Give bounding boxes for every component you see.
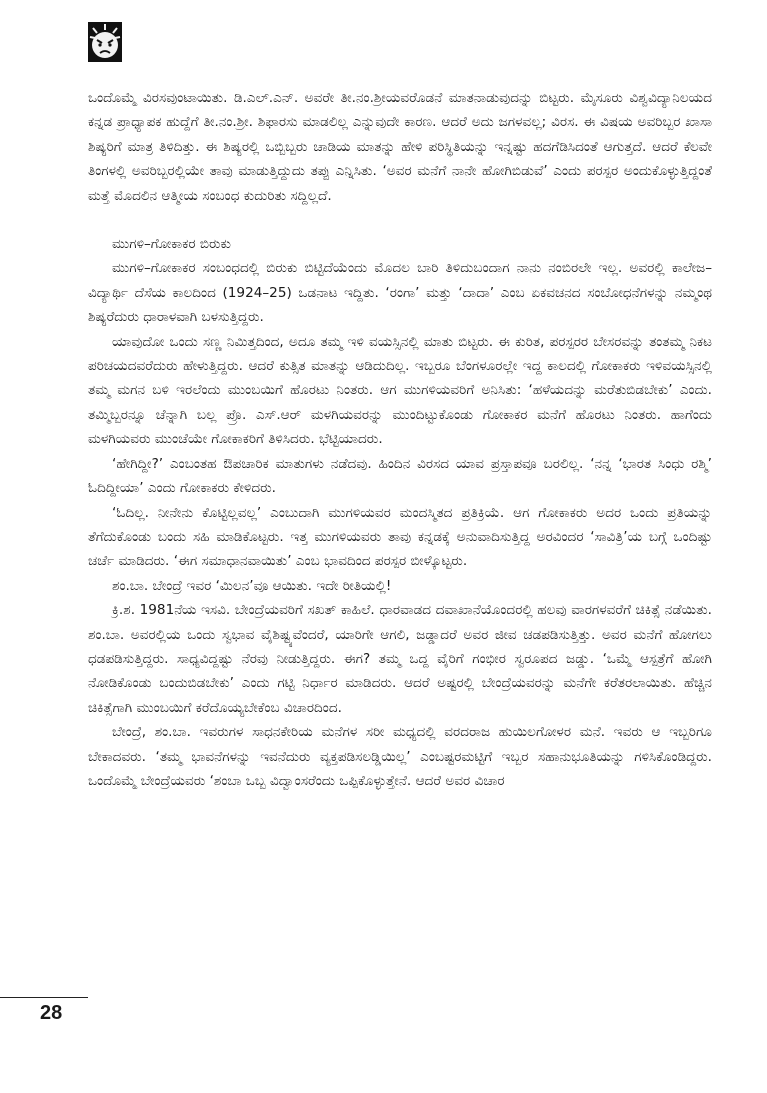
- paragraph: ಶಂ.ಬಾ. ಬೇಂದ್ರೆ ಇವರ ‘ಮಿಲನ’ವೂ ಆಯಿತು. ಇದೇ ರೀತಿಯಲ್ಲಿ!: [112, 577, 392, 594]
- paragraph: ಒಂದೊಮ್ಮೆ ವಿರಸವುಂಟಾಯಿತು. ಡಿ.ಎಲ್.ಎನ್. ಅವರೇ ತೀ.ನಂ.ಶ್ರೀಯವರೊಡನೆ ಮಾತನಾಡುವುದನ್ನು ಬಿಟ್ಟರು. ಮೈಸೂರು ವಿಶ್ವವಿದ್ಯಾನಿಲಯದ ಕನ್ನಡ ಪ್ರಾಧ್ಯಾಪಕ ಹುದ್ದೆಗೆ ತೀ.ನಂ.ಶ್ರೀ. ಶಿಫಾರಸು ಮಾಡಲಿಲ್ಲ ಎನ್ನುವುದೇ ಕಾರಣ. ಆದರೆ ಅದು ಜಗಳವಲ್ಲ; ವಿರಸ. ಈ ವಿಷಯ ಅವರಿಬ್ಬರ ಖಾಸಾ ಶಿಷ್ಯರಿಗೆ ಮಾತ್ರ ತಿಳಿದಿತ್ತು. ಈ ಶಿಷ್ಯರಲ್ಲಿ ಒಬ್ಬಿಬ್ಬರು ಚಾಡಿಯ ಮಾತನ್ನು ಹೇಳಿ ಪರಿಸ್ಥಿತಿಯನ್ನು ಇನ್ನಷ್ಟು ಹದಗೆಡಿಸಿದಂತೆ ಆಗುತ್ತದೆ. ಆದರೆ ಕೆಲವೇ ತಿಂಗಳಲ್ಲಿ ಅವರಿಬ್ಬರಲ್ಲಿಯೇ ತಾವು ಮಾಡುತ್ತಿದ್ದುದು ತಪ್ಪು ಎನ್ನಿಸಿತು. ‘ಅವರ ಮನೆಗೆ ನಾನೇ ಹೋಗಿಬಿಡುವೆ’ ಎಂದು ಪರಸ್ಪರ ಅಂದುಕೊಳ್ಳುತ್ತಿದ್ದಂತೆ ಮತ್ತೆ ಮೊದಲಿನ ಆತ್ಮೀಯ ಸಂಬಂಧ ಕುದುರಿತು ಸದ್ದಿಲ್ಲದೆ.: [88, 90, 712, 204]
- paragraph: ಕ್ರಿ.ಶ. 1981ನೆಯ ಇಸವಿ. ಬೇಂದ್ರೆಯವರಿಗೆ ಸಖತ್ ಕಾಹಿಲೆ. ಧಾರವಾಡದ ದವಾಖಾನೆಯೊಂದರಲ್ಲಿ ಹಲವು ವಾರಗಳವರೆಗೆ ಚಿಕಿತ್ಸೆ ನಡೆಯಿತು. ಶಂ.ಬಾ. ಅವರಲ್ಲಿಯ ಒಂದು ಸ್ವಭಾವ ವೈಶಿಷ್ಟ್ಯವೆಂದರೆ, ಯಾರಿಗೇ ಆಗಲಿ, ಜಡ್ಡಾದರೆ ಅವರ ಜೀವ ಚಡಪಡಿಸುತ್ತಿತ್ತು. ಅವರ ಮನೆಗೆ ಹೋಗಲು ಧಡಪಡಿಸುತ್ತಿದ್ದರು. ಸಾಧ್ಯವಿದ್ದಷ್ಟು ನೆರವು ನೀಡುತ್ತಿದ್ದರು. ಈಗ? ತಮ್ಮ ಒದ್ದ ವೈರಿಗೆ ಗಂಭೀರ ಸ್ವರೂಪದ ಜಡ್ಡು. ‘ಒಮ್ಮೆ ಆಸ್ಪತ್ರೆಗೆ ಹೋಗಿ ನೋಡಿಕೊಂಡು ಬಂದುಬಿಡಬೇಕು’ ಎಂದು ಗಟ್ಟಿ ನಿರ್ಧಾರ ಮಾಡಿದರು. ಆದರೆ ಅಷ್ಟರಲ್ಲಿ ಬೇಂದ್ರೆಯವರನ್ನು ಮನೆಗೇ ಕರೆತರಲಾಯಿತು. ಹೆಚ್ಚಿನ ಚಿಕಿತ್ಸೆಗಾಗಿ ಮುಂಬಯಿಗೆ ಕರೆದೊಯ್ಯಬೇಕೆಂಬ ವಿಚಾರದಿಂದ.: [88, 602, 712, 716]
- paragraph: ‘ಹೇಗಿದ್ದೀ?’ ಎಂಬಂತಹ ಔಪಚಾರಿಕ ಮಾತುಗಳು ನಡೆದವು. ಹಿಂದಿನ ವಿರಸದ ಯಾವ ಪ್ರಸ್ತಾಪವೂ ಬರಲಿಲ್ಲ. ‘ನನ್ನ ‘ಭಾರತ ಸಿಂಧು ರಶ್ಮಿ’ ಓದಿದ್ದೀಯಾ’ ಎಂದು ಗೋಕಾಕರು ಕೇಳಿದರು.: [88, 455, 712, 497]
- paragraph: ಮುಗಳಿ–ಗೋಕಾಕರ ಸಂಬಂಧದಲ್ಲಿ ಬಿರುಕು ಬಿಟ್ಟಿದೆಯೆಂದು ಮೊದಲ ಬಾರಿ ತಿಳಿದುಬಂದಾಗ ನಾನು ನಂಬಿರಲೇ ಇಲ್ಲ. ಅವರಲ್ಲಿ ಕಾಲೇಜ–ವಿದ್ಯಾರ್ಥಿ ದೆಸೆಯ ಕಾಲದಿಂದ (1924–25) ಒಡನಾಟ ಇದ್ದಿತು. ‘ರಂಗಾ’ ಮತ್ತು ‘ದಾದಾ’ ಎಂಬ ಏಕವಚನದ ಸಂಬೋಧನೆಗಳನ್ನು ನಮ್ಮಂಥ ಶಿಷ್ಯರೆದುರು ಧಾರಾಳವಾಗಿ ಬಳಸುತ್ತಿದ್ದರು.: [88, 260, 712, 326]
- paragraph: ‘ಓದಿಲ್ಲ. ನೀನೇನು ಕೊಟ್ಟಿಲ್ಲವಲ್ಲ’ ಎಂಬುದಾಗಿ ಮುಗಳಿಯವರ ಮಂದಸ್ಮಿತದ ಪ್ರತಿಕ್ರಿಯೆ. ಆಗ ಗೋಕಾಕರು ಅದರ ಒಂದು ಪ್ರತಿಯನ್ನು ತೆಗೆದುಕೊಂಡು ಬಂದು ಸಹಿ ಮಾಡಿಕೊಟ್ಟರು. ಇತ್ತ ಮುಗಳಿಯವರು ತಾವು ಕನ್ನಡಕ್ಕೆ ಅನುವಾದಿಸುತ್ತಿದ್ದ ಅರವಿಂದರ ‘ಸಾವಿತ್ರಿ’ಯ ಬಗ್ಗೆ ಒಂದಿಷ್ಟು ಚರ್ಚೆ ಮಾಡಿದರು. ‘ಈಗ ಸಮಾಧಾನವಾಯಿತು’ ಎಂಬ ಭಾವದಿಂದ ಪರಸ್ಪರ ಬೀಳ್ಕೊಟ್ಟರು.: [88, 504, 712, 570]
- section-heading: ಮುಗಳಿ–ಗೋಕಾಕರ ಬಿರುಕು: [112, 236, 231, 253]
- body-text: [88, 86, 712, 793]
- footer-rule: [0, 997, 88, 998]
- paragraph: ಯಾವುದೋ ಒಂದು ಸಣ್ಣ ನಿಮಿತ್ತದಿಂದ, ಅದೂ ತಮ್ಮ ಇಳಿ ವಯಸ್ಸಿನಲ್ಲಿ ಮಾತು ಬಿಟ್ಟರು. ಈ ಕುರಿತ, ಪರಸ್ಪರರ ಬೇಸರವನ್ನು ತಂತಮ್ಮ ನಿಕಟ ಪರಿಚಯದವರೆದುರು ಹೇಳುತ್ತಿದ್ದರು. ಆದರೆ ಕುತ್ಸಿತ ಮಾತನ್ನು ಆಡಿದುದಿಲ್ಲ. ಇಬ್ಬರೂ ಬೆಂಗಳೂರಲ್ಲೇ ಇದ್ದ ಕಾಲದಲ್ಲಿ ಗೋಕಾಕರು ಇಳಿವಯಸ್ಸಿನಲ್ಲಿ ತಮ್ಮ ಮಗನ ಬಳಿ ಇರಲೆಂದು ಮುಂಬಯಿಗೆ ಹೊರಟು ನಿಂತರು. ಆಗ ಮುಗಳಿಯವರಿಗೆ ಅನಿಸಿತು: ‘ಹಳೆಯದನ್ನು ಮರೆತುಬಿಡಬೇಕು’ ಎಂದು. ತಮ್ಮಿಬ್ಬರನ್ನೂ ಚೆನ್ನಾಗಿ ಬಲ್ಲ ಪ್ರೊ. ಎಸ್.ಆರ್ ಮಳಗಿಯವರನ್ನು ಮುಂದಿಟ್ಟುಕೊಂಡು ಗೋಕಾಕರ ಮನೆಗೆ ಹೊರಟು ನಿಂತರು. ಹಾಗೆಂದು ಮಳಗಿಯವರು ಮುಂಚೆಯೇ ಗೋಕಾಕರಿಗೆ ತಿಳಿಸಿದರು. ಭೆಟ್ಟಿಯಾದರು.: [88, 333, 712, 448]
- face-cartoon-icon: [88, 22, 122, 62]
- page-number: 28: [40, 1002, 63, 1024]
- paragraph: ಬೇಂದ್ರೆ, ಶಂ.ಬಾ. ಇವರುಗಳ ಸಾಧನಕೇರಿಯ ಮನೆಗಳ ಸರೀ ಮಧ್ಯದಲ್ಲಿ ವರದರಾಜ ಹುಯಿಲಗೋಳರ ಮನೆ. ಇವರು ಆ ಇಬ್ಬರಿಗೂ ಬೇಕಾದವರು. ‘ತಮ್ಮ ಭಾವನೆಗಳನ್ನು ಇವನೆದುರು ವ್ಯಕ್ತಪಡಿಸಲಡ್ಡಿಯಿಲ್ಲ’ ಎಂಬಷ್ಟರಮಟ್ಟಿಗೆ ಇಬ್ಬರ ಸಹಾನುಭೂತಿಯನ್ನು ಗಳಿಸಿಕೊಂಡಿದ್ದರು. ಒಂದೊಮ್ಮೆ ಬೇಂದ್ರೆಯವರು ‘ಶಂಬಾ ಒಬ್ಬ ವಿದ್ವಾಂಸರೆಂದು ಒಪ್ಪಿಕೊಳ್ಳುತ್ತೇನೆ. ಆದರೆ ಅವರ ವಿಚಾರ: [88, 724, 712, 789]
